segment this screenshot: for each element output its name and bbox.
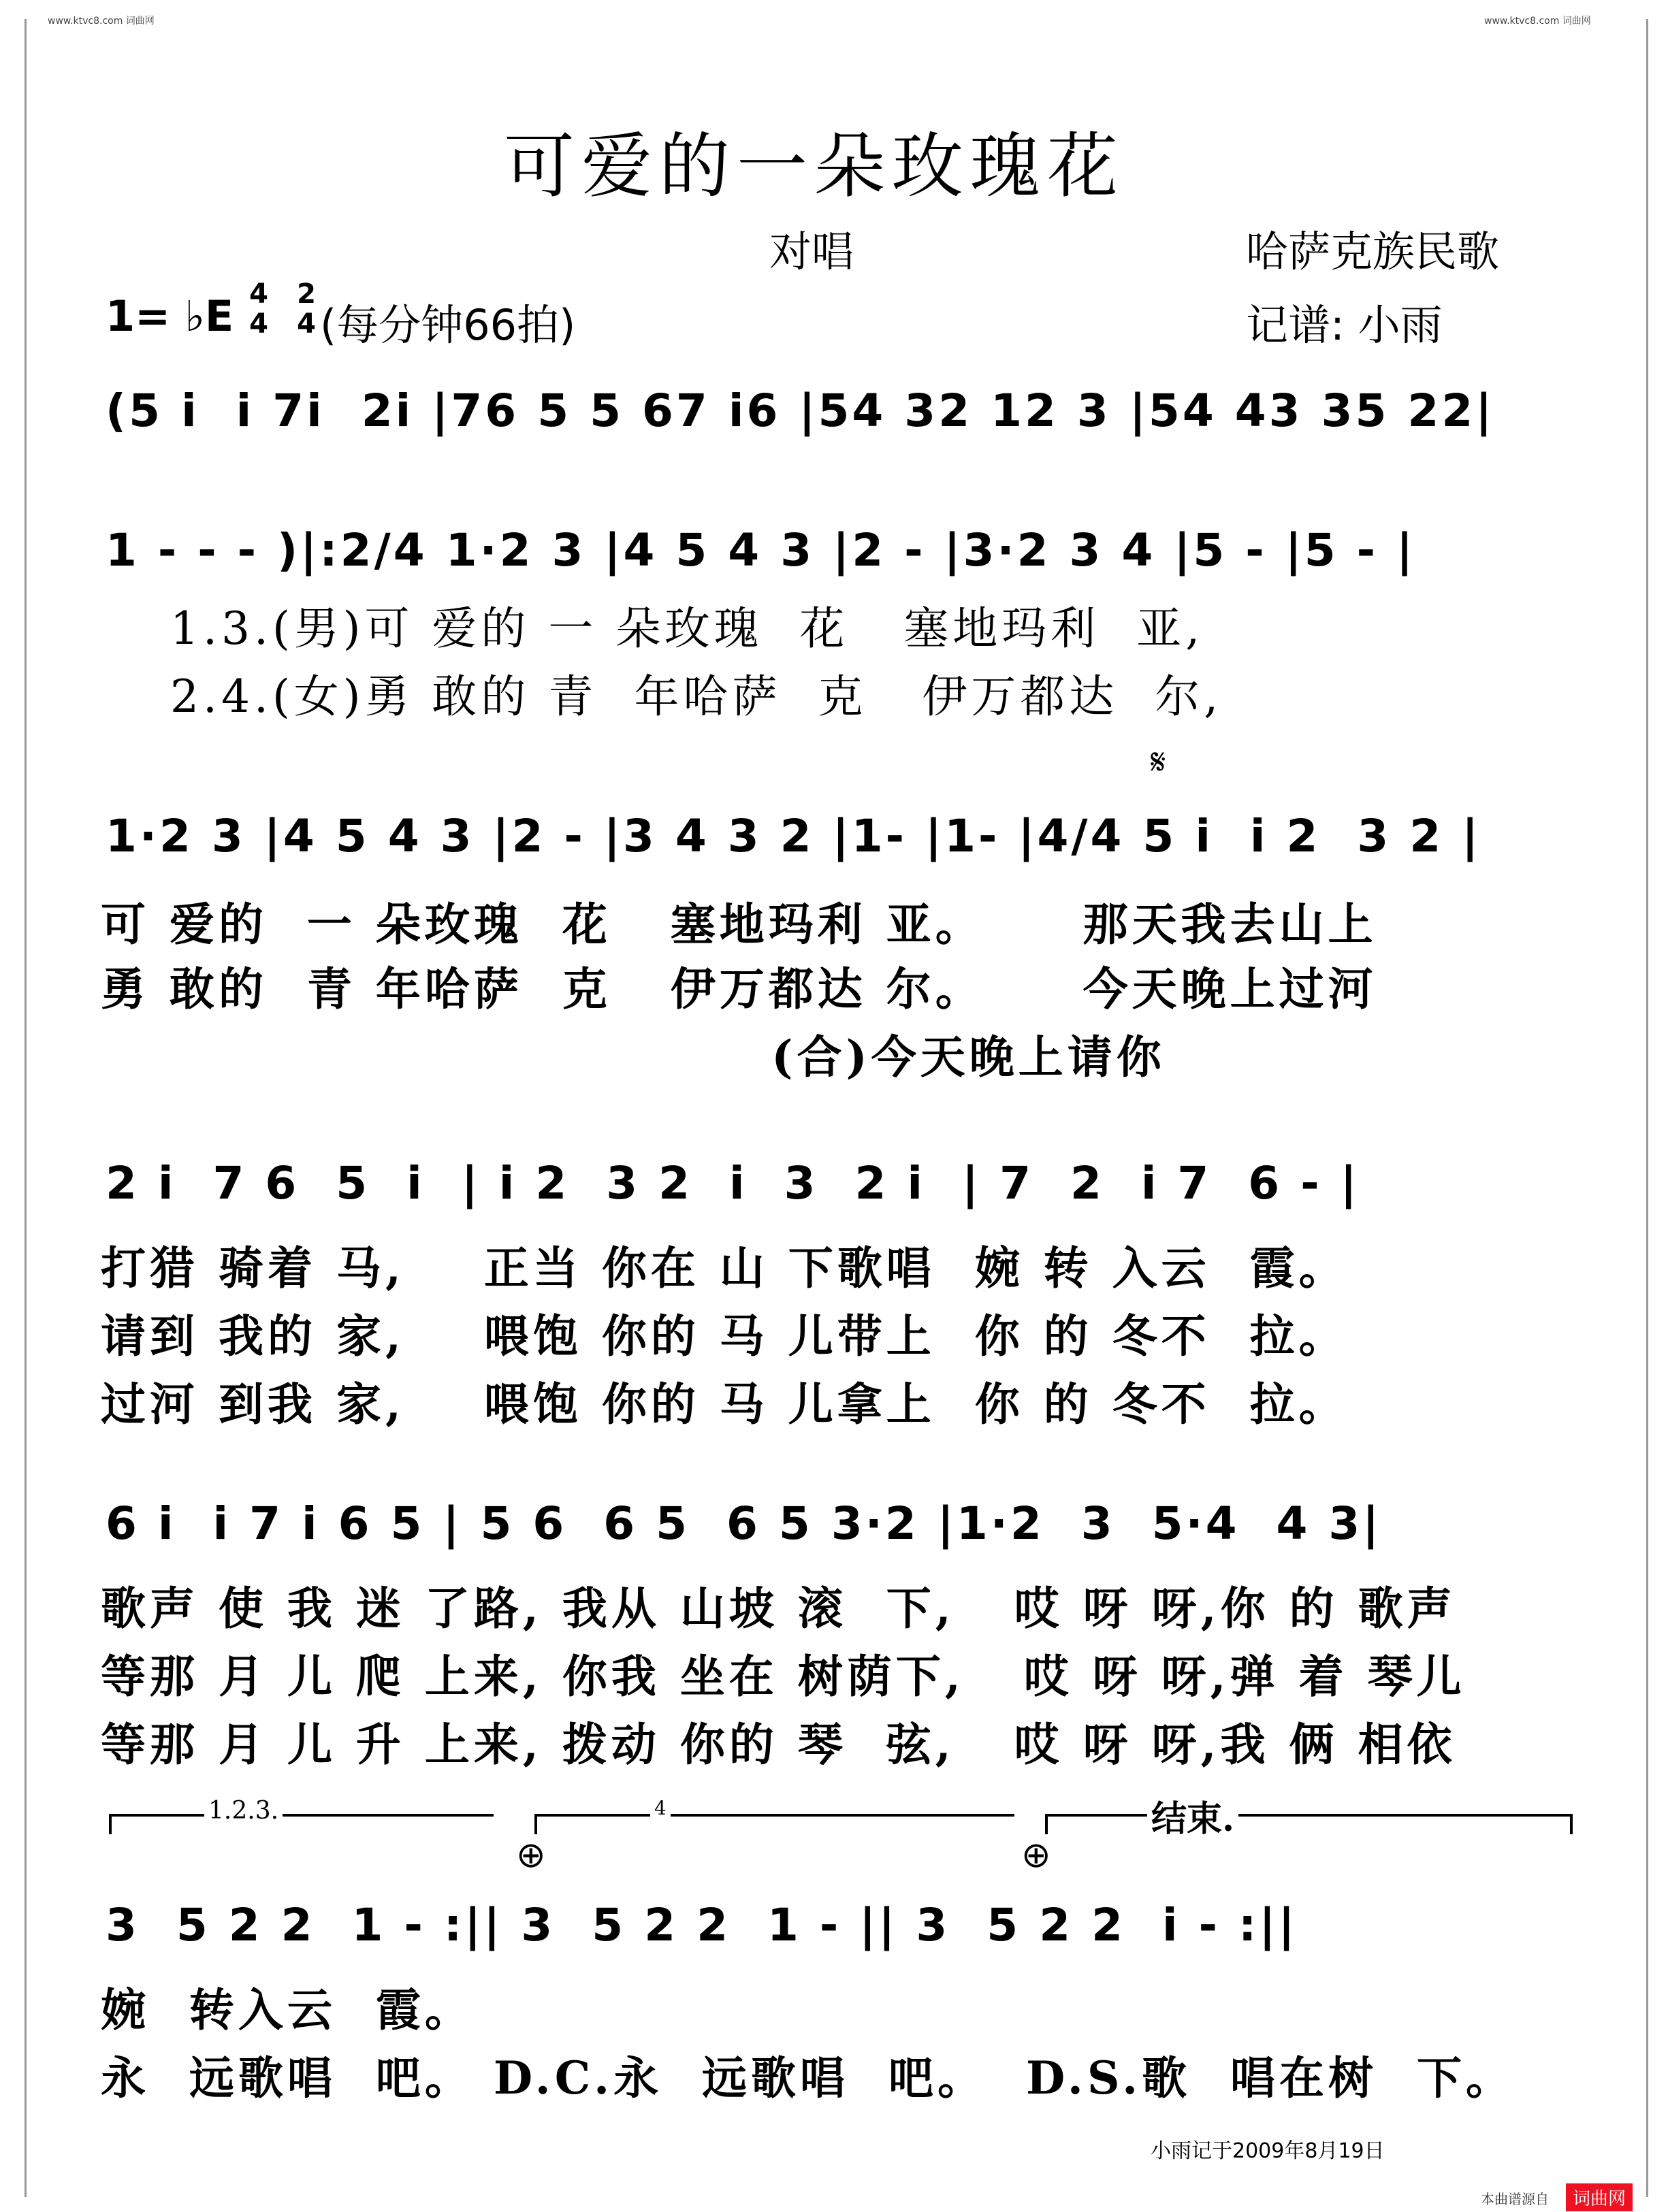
notation-row-3: 1·2 3 |4 5 4 3 |2 - |3 4 3 2 |1- |1- |4/4 5 i i 2 3 2 |: [106, 810, 1481, 862]
lyrics-row-4-verse-2: 请到 我的 家, 喂饱 你的 马 儿带上 你 的 冬不 拉。: [101, 1310, 1348, 1363]
lyrics-row-5-verse-1: 歌声 使 我 迷 了路, 我从 山坡 滚 下, 哎 呀 呀,你 的 歌声: [101, 1582, 1456, 1635]
volta-label-2: 4: [650, 1797, 671, 1819]
lyrics-row-3-chorus: (合)今天晚上请你: [101, 1030, 1166, 1084]
watermark-top-right: www.ktvc8.com 词曲网: [1484, 16, 1591, 27]
volta-bracket-3: [1045, 1814, 1573, 1817]
notation-row-2: 1 - - - )|:2/4 1·2 3 |4 5 4 3 |2 - |3·2 3 4 |5 - |5 - |: [106, 524, 1416, 576]
volta-bracket-2-tick: [534, 1814, 537, 1834]
tempo-text: (每分钟66拍): [320, 300, 576, 350]
notation-row-5: 6 i i 7 i 6 5 | 5 6 6 5 6 5 3·2 |1·2 3 5·4 4 3|: [106, 1497, 1382, 1550]
lyrics-row-5-verse-3: 等那 月 儿 升 上来, 拨动 你的 琴 弦, 哎 呀 呀,我 俩 相依: [101, 1718, 1456, 1771]
lyrics-row-2-verse-2: 2.4.(女)勇 敢的 青 年哈萨 克 伊万都达 尔,: [170, 670, 1223, 723]
volta-bracket-1-tick: [109, 1814, 112, 1834]
lyrics-row-5-verse-2: 等那 月 儿 爬 上来, 你我 坐在 树荫下, 哎 呀 呀,弹 着 琴儿: [101, 1650, 1466, 1703]
notation-row-1: (5 i i 7i 2i |76 5 5 67 i6 |54 32 12 3 |54 43 35 22|: [106, 385, 1495, 437]
lyrics-row-4-verse-3: 过河 到我 家, 喂饱 你的 马 儿拿上 你 的 冬不 拉。: [101, 1378, 1348, 1431]
song-origin: 哈萨克族民歌: [1246, 227, 1500, 276]
segno-sign: 𝄋: [1151, 742, 1166, 783]
lyrics-row-3-verse-1: 可 爱的 一 朵玫瑰 花 塞地玛利 亚。 那天我去山上: [101, 898, 1377, 951]
notation-row-4: 2 i 7 6 5 i | i 2 3 2 i 3 2 i | 7 2 i 7 6 - |: [106, 1157, 1360, 1209]
site-logo: 词曲网: [1566, 2183, 1633, 2211]
lyrics-row-3-verse-2: 勇 敢的 青 年哈萨 克 伊万都达 尔。 今天晚上过河: [101, 962, 1377, 1015]
watermark-top-left: www.ktvc8.com 词曲网: [48, 16, 155, 27]
notation-row-6: 3 5 2 2 1 - :|| 3 5 2 2 1 - || 3 5 2 2 i - :||: [106, 1899, 1298, 1951]
coda-sign-1: ⊕: [516, 1835, 546, 1876]
time-signature-24: 2 4: [297, 278, 316, 340]
time-signature-44: 4 4: [249, 278, 268, 340]
volta-bracket-3-tick: [1045, 1814, 1048, 1834]
lyrics-row-6-verse-1: 婉 转入云 霞。: [101, 1983, 474, 2036]
volta-bracket-3-end-tick: [1570, 1814, 1573, 1834]
performance-style: 对唱: [769, 227, 854, 276]
source-label: 本曲谱源自: [1481, 2191, 1549, 2207]
volta-bracket-2: [534, 1814, 1014, 1817]
coda-sign-2: ⊕: [1021, 1835, 1051, 1876]
page-border-left: [25, 19, 27, 2197]
footer-note: 小雨记于2009年8月19日: [1151, 2139, 1385, 2163]
transcriber: 记谱: 小雨: [1246, 300, 1443, 350]
lyrics-row-4-verse-1: 打猎 骑着 马, 正当 你在 山 下歌唱 婉 转 入云 霞。: [101, 1241, 1348, 1295]
volta-label-3: 结束.: [1147, 1790, 1238, 1841]
page-border-right: [1646, 19, 1648, 2197]
song-title: 可爱的一朵玫瑰花: [504, 125, 1125, 208]
volta-bracket-1: [109, 1814, 494, 1817]
key-signature: 1= ♭E: [106, 291, 234, 341]
lyrics-row-2-verse-1: 1.3.(男)可 爱的 一 朵玫瑰 花 塞地玛利 亚,: [170, 602, 1204, 655]
volta-label-1: 1.2.3.: [204, 1797, 283, 1825]
lyrics-row-6-verse-2: 永 远歌唱 吧。 D.C.永 远歌唱 吧。 D.S.歌 唱在树 下。: [101, 2051, 1515, 2104]
